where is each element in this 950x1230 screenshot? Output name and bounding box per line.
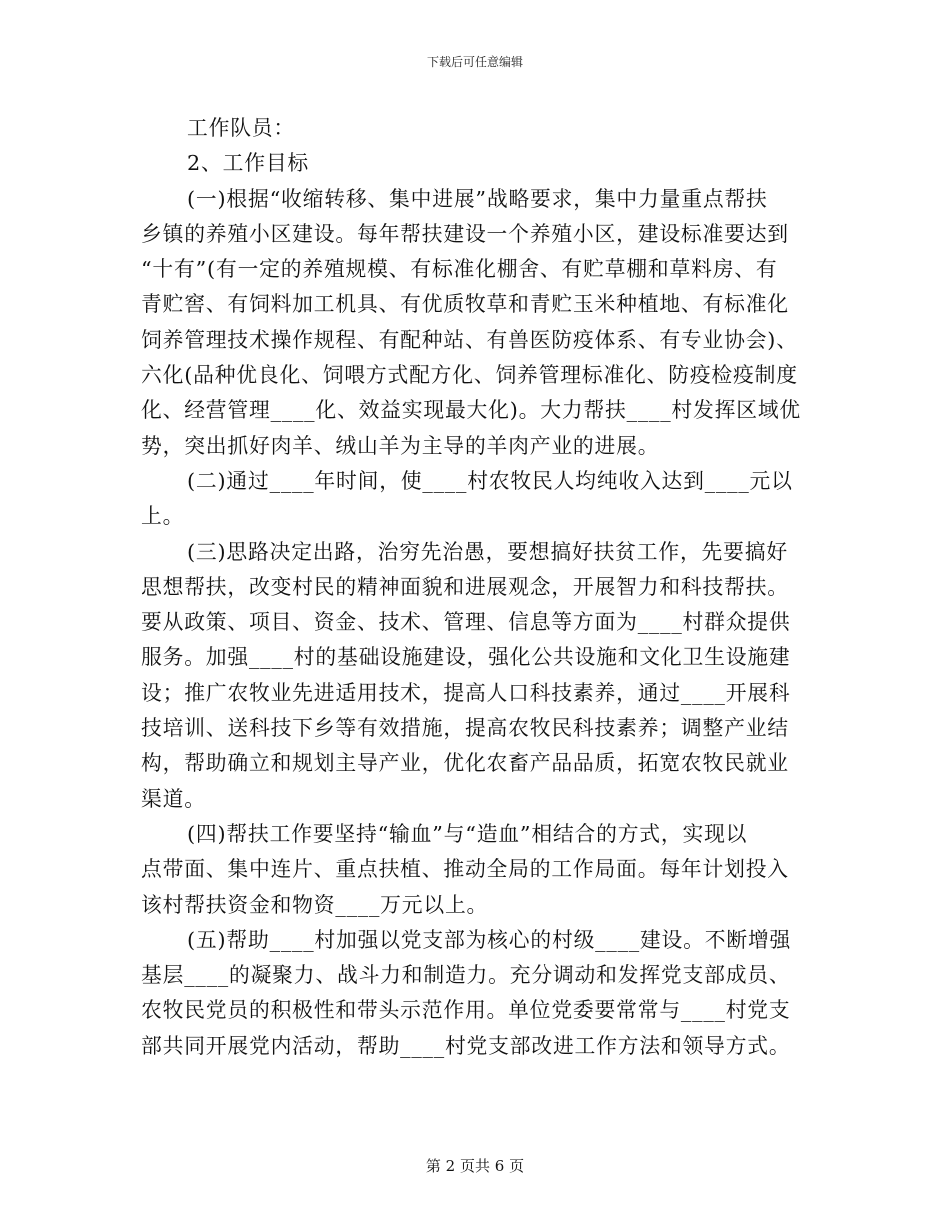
paragraph-3-line-1: (三)思路决定出路，治穷先治愚，要想搞好扶贫工作，先要搞好 xyxy=(187,539,788,564)
paragraph-5-line-4: 部共同开展党内活动，帮助____村党支部改进工作方法和领导方式。 xyxy=(141,1033,791,1058)
staff-line: 工作队员： xyxy=(187,116,295,140)
paragraph-5-line-3: 农牧民党员的积极性和带头示范作用。单位党委要常常与____村党支 xyxy=(141,998,791,1023)
paragraph-3-line-6: 技培训、送科技下乡等有效措施，提高农牧民科技素养；调整产业结 xyxy=(141,716,789,741)
section-heading: 2、工作目标 xyxy=(187,151,310,176)
header-note: 下载后可任意编辑 xyxy=(426,55,523,69)
paragraph-3-line-2: 思想帮扶，改变村民的精神面貌和进展观念，开展智力和科技帮扶。 xyxy=(141,574,789,599)
paragraph-3-line-8: 渠道。 xyxy=(141,786,206,811)
paragraph-3-line-5: 设；推广农牧业先进适用技术，提高人口科技素养，通过____开展科 xyxy=(141,680,791,705)
paragraph-4-line-2: 点带面、集中连片、重点扶植、推动全局的工作局面。每年计划投入 xyxy=(141,857,789,882)
paragraph-1-line-3: “十有”(有一定的养殖规模、有标准化棚舍、有贮草棚和草料房、有 xyxy=(141,257,778,282)
paragraph-1-line-5: 饲养管理技术操作规程、有配种站、有兽医防疫体系、有专业协会)、 xyxy=(141,327,798,352)
paragraph-2-line-2: 上。 xyxy=(141,504,185,529)
paragraph-1-line-8: 势，突出抓好肉羊、绒山羊为主导的羊肉产业的进展。 xyxy=(141,433,660,458)
paragraph-4-line-3: 该村帮扶资金和物资____万元以上。 xyxy=(141,892,489,917)
paragraph-3-line-7: 构，帮助确立和规划主导产业，优化农畜产品品质，拓宽农牧民就业 xyxy=(141,751,789,776)
paragraph-1-line-2: 乡镇的养殖小区建设。每年帮扶建设一个养殖小区，建设标准要达到 xyxy=(141,221,789,246)
page-number: 第 2 页共 6 页 xyxy=(425,1157,525,1175)
paragraph-3-line-3: 要从政策、项目、资金、技术、管理、信息等方面为____村群众提供 xyxy=(141,610,791,635)
paragraph-1-line-6: 六化(品种优良化、饲喂方式配方化、饲养管理标准化、防疫检疫制度 xyxy=(141,363,798,388)
document-body xyxy=(141,111,805,1064)
paragraph-1-line-1: (一)根据“收缩转移、集中进展”战略要求，集中力量重点帮扶 xyxy=(187,186,768,211)
paragraph-1-line-7: 化、经营管理____化、效益实现最大化)。大力帮扶____村发挥区域优 xyxy=(141,398,802,423)
paragraph-1-line-4: 青贮窖、有饲料加工机具、有优质牧草和青贮玉米种植地、有标准化 xyxy=(141,292,789,317)
paragraph-5-line-2: 基层____的凝聚力、战斗力和制造力。充分调动和发挥党支部成员、 xyxy=(141,963,791,988)
paragraph-4-line-1: (四)帮扶工作要坚持“输血”与“造血”相结合的方式，实现以 xyxy=(187,821,748,846)
paragraph-5-line-1: (五)帮助____村加强以党支部为核心的村级____建设。不断增强 xyxy=(187,927,792,952)
paragraph-3-line-4: 服务。加强____村的基础设施建设，强化公共设施和文化卫生设施建 xyxy=(141,645,791,670)
paragraph-2-line-1: (二)通过____年时间，使____村农牧民人均纯收入达到____元以 xyxy=(187,468,793,493)
